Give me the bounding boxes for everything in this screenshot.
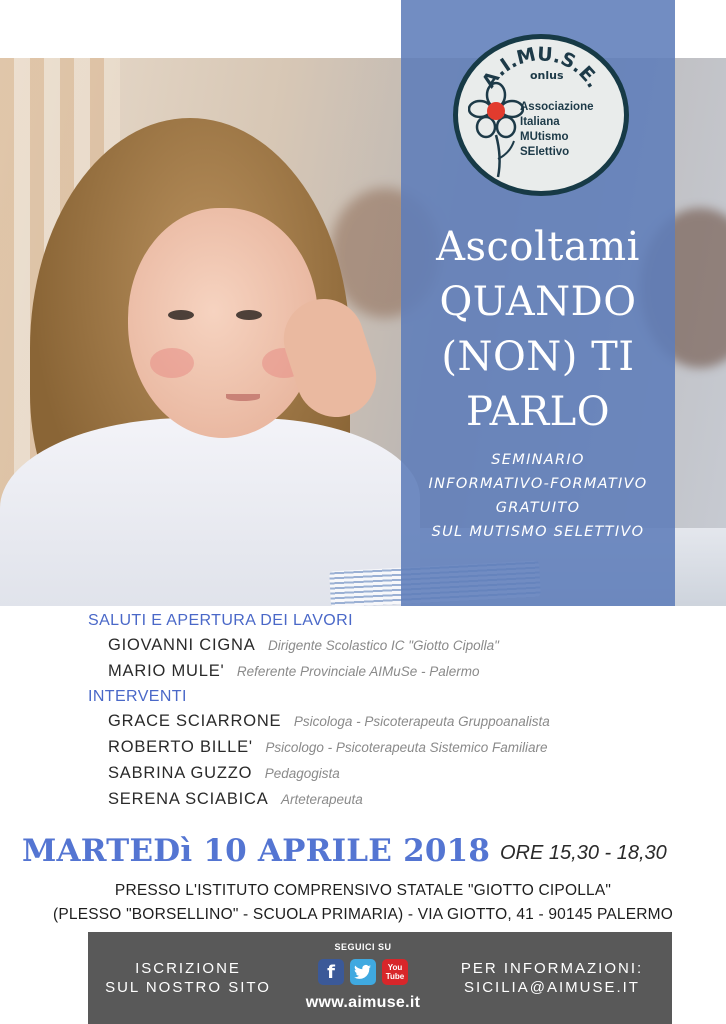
logo-text: Associazione Italiana MUtismo SElettivo	[520, 101, 594, 158]
svg-text:A.I.MU.S.E.: A.I.MU.S.E.	[477, 43, 605, 92]
seminar-subtitle: SEMINARIO INFORMATIVO-FORMATIVO GRATUITO SUL MUTISMO SELETTIVO	[428, 452, 648, 540]
speaker-row	[88, 636, 718, 662]
greetings-heading: SALUTI E APERTURA DEI LAVORI	[88, 612, 353, 629]
speaker-role: Dirigente Scolastico IC "Giotto Cipolla"	[267, 638, 499, 653]
title-line-1: Ascoltami	[436, 224, 640, 270]
venue-line-2: (PLESSO "BORSELLINO" - SCUOLA PRIMARIA) - VIA GIOTTO, 41 - 90145 PALERMO	[52, 906, 674, 923]
speaker-name: MARIO MULE'	[108, 662, 225, 680]
program	[88, 612, 718, 816]
title-line-3: (NON) TI	[441, 334, 635, 380]
speaker-name: ROBERTO BILLE'	[108, 738, 253, 756]
speaker-name: SABRINA GUZZO	[108, 764, 253, 782]
speaker-row	[88, 738, 718, 764]
registration-info: ISCRIZIONE SUL NOSTRO SITO	[105, 960, 271, 996]
aimuse-logo	[453, 34, 629, 196]
speaker-row	[88, 764, 718, 790]
footer	[88, 932, 672, 1024]
website-link[interactable]: www.aimuse.it	[305, 994, 421, 1011]
speaker-row	[88, 662, 718, 688]
contact-info: PER INFORMAZIONI: SICILIA@AIMUSE.IT	[432, 959, 672, 997]
flower-icon	[468, 79, 524, 179]
facebook-icon[interactable]: f	[318, 959, 344, 985]
speaker-row	[88, 712, 718, 738]
talks-heading: INTERVENTI	[88, 688, 187, 705]
logo-onlus: onlus	[530, 69, 564, 82]
speaker-role: Psicologa - Psicoterapeuta Gruppoanalista	[293, 714, 550, 729]
speaker-name: SERENA SCIABICA	[108, 790, 269, 808]
speaker-name: GIOVANNI CIGNA	[108, 636, 256, 654]
title-line-2: QUANDO	[439, 279, 637, 325]
speaker-role: Referente Provinciale AIMuSe - Palermo	[236, 664, 480, 679]
follow-label: SEGUICI SU	[334, 942, 392, 952]
contact-email[interactable]: SICILIA@AIMUSE.IT	[464, 979, 640, 996]
youtube-icon[interactable]: You Tube	[382, 959, 408, 985]
title-line-4: PARLO	[465, 389, 611, 435]
twitter-icon[interactable]	[350, 959, 376, 985]
speaker-row	[88, 790, 718, 816]
venue-line-1: PRESSO L'ISTITUTO COMPRENSIVO STATALE "GIOTTO CIPOLLA"	[114, 882, 612, 899]
event-date: MARTEDì 10 APRILE 2018	[22, 833, 491, 869]
speaker-name: GRACE SCIARRONE	[108, 712, 282, 730]
speaker-role: Psicologo - Psicoterapeuta Sistemico Familiare	[265, 740, 548, 755]
event-hours: ORE 15,30 - 18,30	[500, 842, 667, 864]
speaker-role: Pedagogista	[264, 766, 340, 781]
speaker-role: Arteterapeuta	[281, 792, 363, 807]
title-panel	[401, 0, 675, 606]
social-block	[293, 932, 433, 1012]
